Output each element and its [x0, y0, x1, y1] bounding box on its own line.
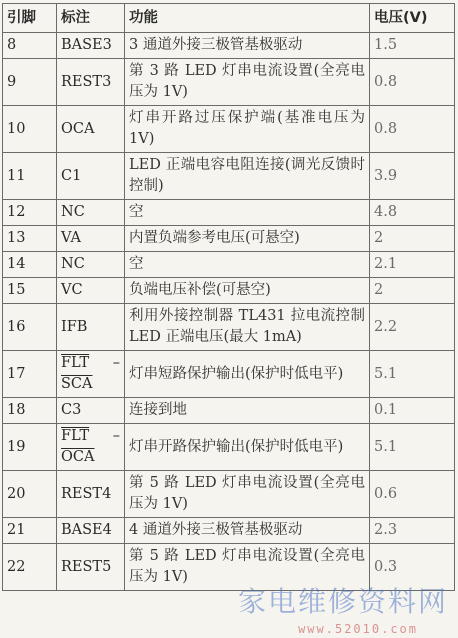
- pin-label: IFB: [57, 304, 125, 351]
- pin-number: 14: [3, 252, 57, 278]
- pin-function: 利用外接控制器 TL431 拉电流控制 LED 正端电压(最大 1mA): [125, 304, 370, 351]
- table-row: [3, 398, 455, 424]
- pin-function: 灯串开路过压保护端(基准电压为 1V): [125, 106, 370, 153]
- pin-voltage: 0.8: [370, 106, 455, 153]
- pin-label: VC: [57, 278, 125, 304]
- pin-voltage: 2.2: [370, 304, 455, 351]
- pin-number: 18: [3, 398, 57, 424]
- pin-voltage: 1.5: [370, 33, 455, 59]
- pin-number: 21: [3, 518, 57, 544]
- pin-label: C3: [57, 398, 125, 424]
- pin-label: [57, 424, 125, 471]
- pin-number: 10: [3, 106, 57, 153]
- pin-function: 内置负端参考电压(可悬空): [125, 226, 370, 252]
- pin-label-top: $\overline{FLT}$: [61, 355, 90, 371]
- table-row: [3, 424, 455, 471]
- pin-voltage: 2.3: [370, 518, 455, 544]
- pin-label: REST5: [57, 544, 125, 591]
- pin-function: 连接到地: [125, 398, 370, 424]
- pin-number: 19: [3, 424, 57, 471]
- pin-number: 22: [3, 544, 57, 591]
- pin-voltage: 0.1: [370, 398, 455, 424]
- header-label: 标注: [57, 4, 125, 33]
- pin-number: 11: [3, 153, 57, 200]
- pin-number: 20: [3, 471, 57, 518]
- header-voltage: 电压(V): [370, 4, 455, 33]
- pin-voltage: 2: [370, 278, 455, 304]
- pin-number: 8: [3, 33, 57, 59]
- pin-function: 第 3 路 LED 灯串电流设置(全亮电压为 1V): [125, 59, 370, 106]
- pin-function: 灯串开路保护输出(保护时低电平): [125, 424, 370, 471]
- pin-voltage: 3.9: [370, 153, 455, 200]
- pin-function: 空: [125, 252, 370, 278]
- pin-voltage: 5.1: [370, 351, 455, 398]
- pin-voltage: 5.1: [370, 424, 455, 471]
- header-row: [3, 4, 455, 33]
- pin-label-top: $\overline{FLT}$: [61, 428, 90, 444]
- header-function: 功能: [125, 4, 370, 33]
- pin-number: 13: [3, 226, 57, 252]
- pin-label: REST4: [57, 471, 125, 518]
- table-row: [3, 304, 455, 351]
- table-row: [3, 226, 455, 252]
- table-row: [3, 200, 455, 226]
- pin-label-dash: –: [112, 355, 120, 371]
- table-row: [3, 252, 455, 278]
- pin-label: BASE4: [57, 518, 125, 544]
- pin-label-bottom: $\overline{SCA}$: [61, 376, 93, 392]
- table-row: [3, 278, 455, 304]
- pin-label: OCA: [57, 106, 125, 153]
- table-row: [3, 106, 455, 153]
- table-row: [3, 33, 455, 59]
- pin-voltage: 4.8: [370, 200, 455, 226]
- watermark-text: 家电维修资料网: [237, 585, 448, 618]
- pin-label: REST3: [57, 59, 125, 106]
- pin-voltage: 2.1: [370, 252, 455, 278]
- watermark-url: www.52010.com: [298, 622, 418, 636]
- table-row: [3, 59, 455, 106]
- pin-label: NC: [57, 200, 125, 226]
- pin-label: VA: [57, 226, 125, 252]
- table-row: [3, 153, 455, 200]
- pin-function: 第 5 路 LED 灯串电流设置(全亮电压为 1V): [125, 471, 370, 518]
- pin-voltage: 0.6: [370, 471, 455, 518]
- pin-function: 灯串短路保护输出(保护时低电平): [125, 351, 370, 398]
- pin-label: BASE3: [57, 33, 125, 59]
- pin-label: C1: [57, 153, 125, 200]
- pin-number: 15: [3, 278, 57, 304]
- table-row: [3, 518, 455, 544]
- pin-function: LED 正端电容电阻连接(调光反馈时控制): [125, 153, 370, 200]
- table-row: [3, 544, 455, 591]
- pin-number: 16: [3, 304, 57, 351]
- pin-number: 9: [3, 59, 57, 106]
- pin-function: 3 通道外接三极管基极驱动: [125, 33, 370, 59]
- pin-function: 空: [125, 200, 370, 226]
- pin-function: 负端电压补偿(可悬空): [125, 278, 370, 304]
- header-pin: 引脚: [3, 4, 57, 33]
- pin-label: [57, 351, 125, 398]
- pin-number: 17: [3, 351, 57, 398]
- table-row: [3, 351, 455, 398]
- pin-function: 第 5 路 LED 灯串电流设置(全亮电压为 1V): [125, 544, 370, 591]
- pin-function: 4 通道外接三极管基极驱动: [125, 518, 370, 544]
- pin-voltage: 0.3: [370, 544, 455, 591]
- pin-voltage: 0.8: [370, 59, 455, 106]
- pin-label-bottom: $\overline{OCA}$: [61, 449, 95, 465]
- pin-label-dash: –: [112, 428, 120, 444]
- pin-voltage: 2: [370, 226, 455, 252]
- pin-number: 12: [3, 200, 57, 226]
- table-row: [3, 471, 455, 518]
- pin-label: NC: [57, 252, 125, 278]
- pin-function-table: [2, 3, 455, 591]
